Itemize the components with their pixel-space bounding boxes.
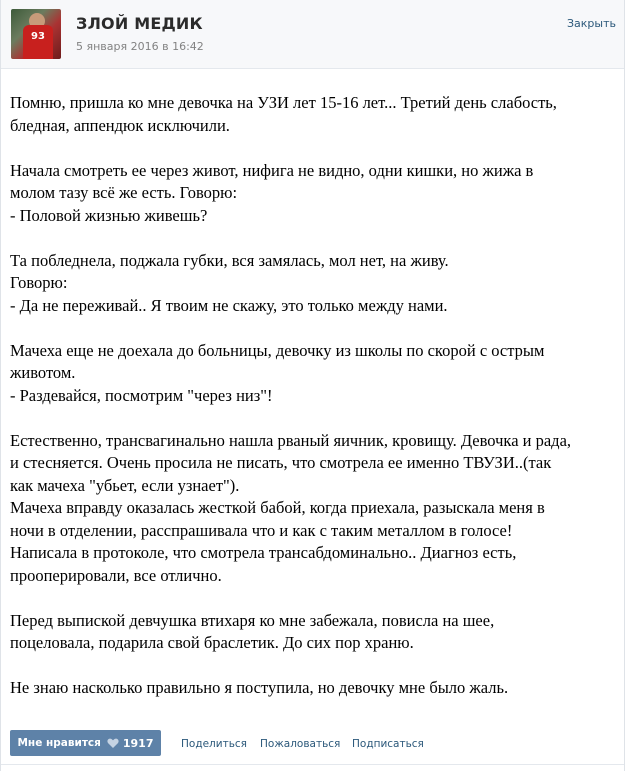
like-button[interactable]: [10, 730, 161, 756]
report-link[interactable]: Пожаловаться: [260, 738, 341, 750]
like-count: 1917: [122, 736, 154, 750]
subscribe-link[interactable]: Подписаться: [352, 738, 424, 750]
share-link[interactable]: Поделиться: [181, 738, 247, 750]
avatar-number: 93: [31, 31, 45, 42]
post-header: [1, 0, 624, 69]
like-label: Мне нравится: [17, 737, 101, 749]
post-date[interactable]: 5 января 2016 в 16:42: [76, 40, 204, 53]
close-link[interactable]: Закрыть: [567, 17, 616, 30]
bottom-divider: [1, 764, 624, 765]
heart-icon: [107, 737, 119, 749]
post-footer: [1, 724, 624, 764]
author-name[interactable]: ЗЛОЙ МЕДИК: [76, 14, 203, 33]
post-text: Помню, пришла ко мне девочка на УЗИ лет 15-16 лет... Третий день слабость, бледная, аппендюк исключили. Начала смотреть ее через живот, нифига не видно, одни кишки, но жижа в молом тазу всё же есть. Говорю: - Половой жизнью живешь? Та побледнела, поджала губки, вся замялась, мол нет, на живу. Говорю: - Да не переживай.. Я твоим не скажу, это только между нами. Мачеха еще не доехала до больницы, девочку из школы по скорой с острым животом. - Раздевайся, посмотрим "через низ"! Естественно, трансвагинально нашла рваный яичник, кровищу. Девочка и рада, и стесняется. Очень просила не писать, что смотрела ее именно ТВУЗИ..(так как мачеха "убьет, если узнает"). Мачеха вправду оказалась жесткой бабой, когда приехала, разыскала меня в ночи в отделении, расспрашивала что и как с таким металлом в голосе! Написала в протоколе, что смотрела трансабдоминально.. Диагноз есть, прооперировали, все отлично. Перед выпиской девчушка втихаря ко мне забежала, повисла на шее, поцеловала, подарила свой браслетик. До сих пор храню. Не знаю насколько правильно я поступила, но девочку мне было жаль.: [10, 93, 572, 697]
avatar[interactable]: [11, 9, 61, 59]
